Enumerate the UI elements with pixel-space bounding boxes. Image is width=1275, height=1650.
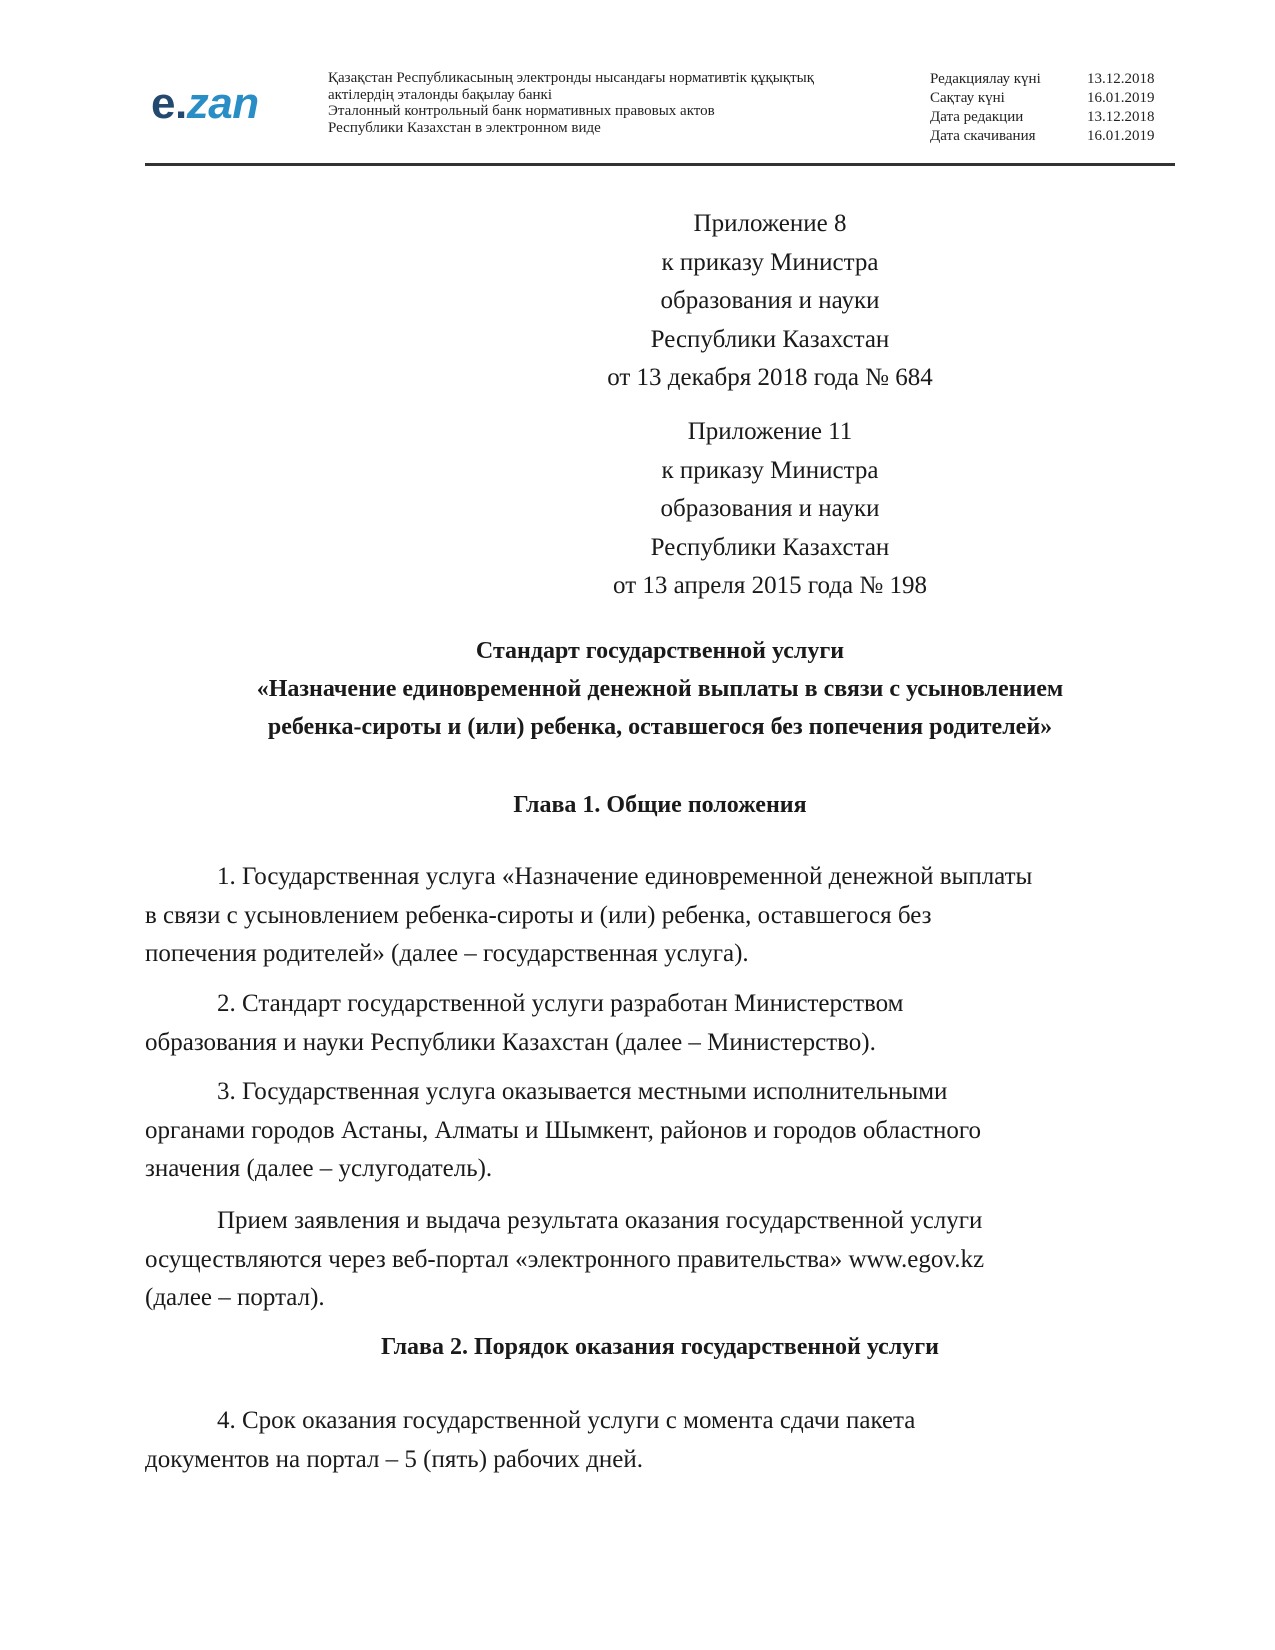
title-line: «Назначение единовременной денежной выплаты в связи с усыновлением xyxy=(256,676,1064,702)
appendix-line: Республики Казахстан xyxy=(650,533,890,561)
paragraph-line: образования и науки Республики Казахстан (далее – Министерство). xyxy=(145,1028,876,1056)
paragraph-line: в связи с усыновлением ребенка-сироты и (или) ребенка, оставшегося без xyxy=(145,901,932,929)
appendix-line: к приказу Министра xyxy=(661,248,879,276)
meta-label: Дата редакции xyxy=(930,109,1024,125)
title-line: ребенка-сироты и (или) ребенка, оставшегося без попечения родителей» xyxy=(267,714,1053,740)
paragraph-line: (далее – портал). xyxy=(145,1284,325,1311)
document-title xyxy=(145,632,1175,746)
paragraph xyxy=(145,1202,1180,1318)
paragraph-line: 4. Срок оказания государственной услуги с момента сдачи пакета xyxy=(217,1407,916,1434)
logo-zan: zan xyxy=(186,79,259,128)
meta-value: 16.01.2019 xyxy=(1087,128,1155,144)
appendix-block xyxy=(560,205,980,398)
appendix-block xyxy=(560,413,980,606)
meta-value: 13.12.2018 xyxy=(1087,109,1155,125)
paragraph xyxy=(145,985,1180,1062)
ezan-logo xyxy=(151,79,259,128)
meta-label: Дата скачивания xyxy=(930,128,1036,144)
document-header xyxy=(145,68,1175,163)
chapter-heading: Глава 2. Порядок оказания государственной услуги xyxy=(381,1334,939,1360)
paragraph xyxy=(145,858,1180,974)
paragraph-line: 3. Государственная услуга оказывается местными исполнительными xyxy=(217,1078,948,1105)
paragraph-line: органами городов Астаны, Алматы и Шымкент, районов и городов областного xyxy=(145,1116,982,1144)
appendix-line: образования и науки xyxy=(660,495,880,522)
paragraph-line: 1. Государственная услуга «Назначение единовременной денежной выплаты xyxy=(217,863,1033,890)
paragraph-line: попечения родителей» (далее – государственная услуга). xyxy=(145,940,749,967)
meta-label: Редакциялау күні xyxy=(930,71,1041,87)
meta-row xyxy=(930,108,1177,127)
logo-e: e xyxy=(151,79,175,128)
appendix-line: образования и науки xyxy=(660,287,880,314)
logo-dot: . xyxy=(174,79,187,128)
header-divider xyxy=(145,163,1175,166)
appendix-line: Республики Казахстан xyxy=(650,325,890,353)
appendix-line: Приложение 11 xyxy=(687,418,853,445)
document-dates xyxy=(930,70,1177,146)
meta-value: 13.12.2018 xyxy=(1087,71,1155,87)
title-line: Стандарт государственной услуги xyxy=(475,638,845,664)
appendix-line: от 13 декабря 2018 года № 684 xyxy=(607,364,933,391)
paragraph-line: документов на портал – 5 (пять) рабочих дней. xyxy=(145,1445,643,1473)
appendix-line: Приложение 8 xyxy=(693,210,847,237)
chapter-heading: Глава 1. Общие положения xyxy=(513,792,807,818)
bank-description-line: актілердің эталонды бақылау банкі xyxy=(328,86,552,103)
meta-label: Сақтау күні xyxy=(930,90,1005,106)
meta-value: 16.01.2019 xyxy=(1087,90,1155,106)
bank-description-line: Эталонный контрольный банк нормативных правовых актов xyxy=(328,103,715,119)
appendix-line: от 13 апреля 2015 года № 198 xyxy=(613,572,927,599)
paragraph xyxy=(145,1073,1180,1189)
meta-row xyxy=(930,70,1177,89)
paragraph-line: значения (далее – услугодатель). xyxy=(145,1155,493,1182)
paragraph xyxy=(145,1402,1180,1479)
appendix-line: к приказу Министра xyxy=(661,456,879,484)
bank-description-line: Қазақстан Республикасының электронды нысандағы нормативтік құқықтық xyxy=(328,70,815,86)
meta-row xyxy=(930,127,1177,146)
paragraph-line: 2. Стандарт государственной услуги разработан Министерством xyxy=(217,990,904,1017)
paragraph-line: осуществляются через веб-портал «электронного правительства» www.egov.kz xyxy=(145,1245,985,1273)
bank-description xyxy=(328,70,814,136)
meta-row xyxy=(930,89,1177,108)
paragraph-line: Прием заявления и выдача результата оказания государственной услуги xyxy=(217,1207,983,1234)
bank-description-line: Республики Казахстан в электронном виде xyxy=(328,119,601,136)
